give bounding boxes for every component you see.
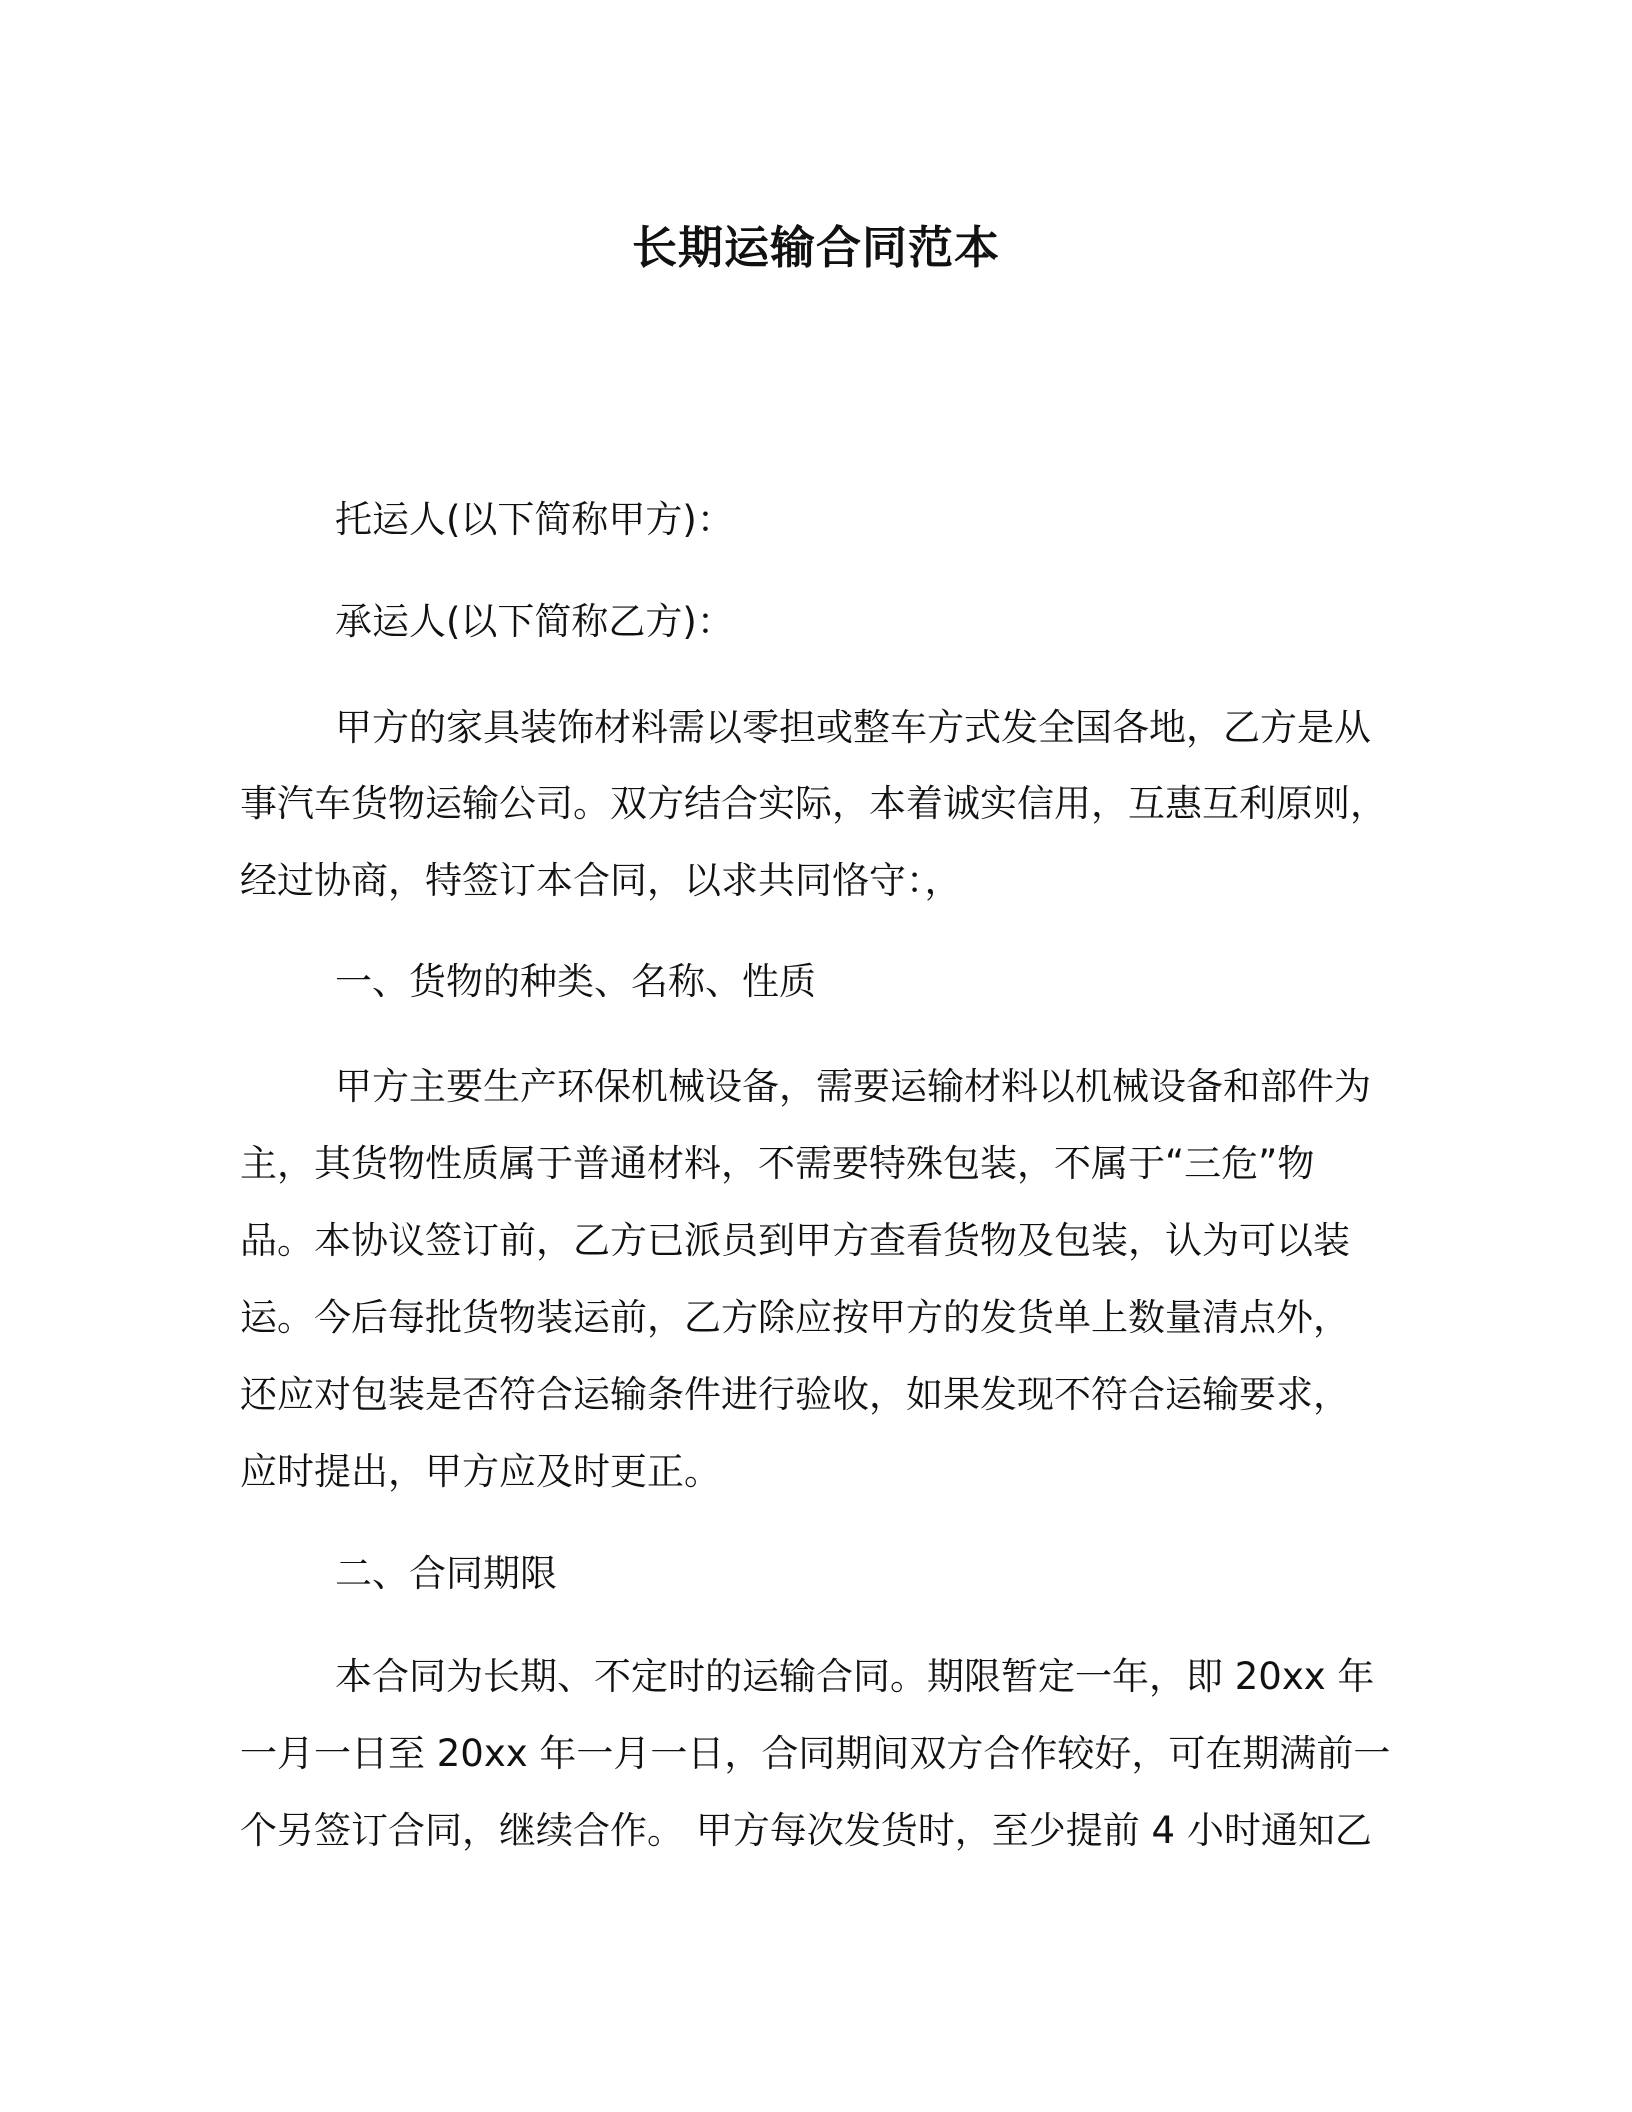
section-1-heading: 一、货物的种类、名称、性质	[335, 960, 816, 1003]
intro-paragraph-line-1: 甲方的家具装饰材料需以零担或整车方式发全国各地，乙方是从	[335, 706, 1371, 749]
consignor-line: 托运人(以下简称甲方)：	[335, 498, 734, 541]
section-1-paragraph-line-2: 主，其货物性质属于普通材料，不需要特殊包装，不属于“三危”物	[240, 1142, 1315, 1185]
section-2-heading: 二、合同期限	[335, 1552, 557, 1595]
intro-paragraph-line-2: 事汽车货物运输公司。双方结合实际，本着诚实信用，互惠互利原则，	[240, 782, 1387, 825]
section-2-paragraph-line-1: 本合同为长期、不定时的运输合同。期限暂定一年，即 20xx 年	[335, 1655, 1375, 1698]
section-1-paragraph-line-4: 运。今后每批货物装运前，乙方除应按甲方的发货单上数量清点外，	[240, 1296, 1350, 1339]
section-1-paragraph-line-1: 甲方主要生产环保机械设备，需要运输材料以机械设备和部件为	[335, 1065, 1371, 1108]
section-2-paragraph-line-2: 一月一日至 20xx 年一月一日，合同期间双方合作较好，可在期满前一	[240, 1732, 1391, 1775]
section-1-paragraph-line-5: 还应对包装是否符合运输条件进行验收，如果发现不符合运输要求，	[240, 1373, 1350, 1416]
carrier-line: 承运人(以下简称乙方)：	[335, 600, 734, 643]
section-1-paragraph-line-3: 品。本协议签订前，乙方已派员到甲方查看货物及包装，认为可以装	[240, 1219, 1350, 1262]
document-title: 长期运输合同范本	[631, 221, 1000, 274]
section-2-paragraph-line-3: 个另签订合同，继续合作。 甲方每次发货时，至少提前 4 小时通知乙	[240, 1809, 1372, 1852]
section-1-paragraph-line-6: 应时提出，甲方应及时更正。	[240, 1450, 721, 1493]
intro-paragraph-line-3: 经过协商，特签订本合同，以求共同恪守：，	[240, 859, 962, 902]
